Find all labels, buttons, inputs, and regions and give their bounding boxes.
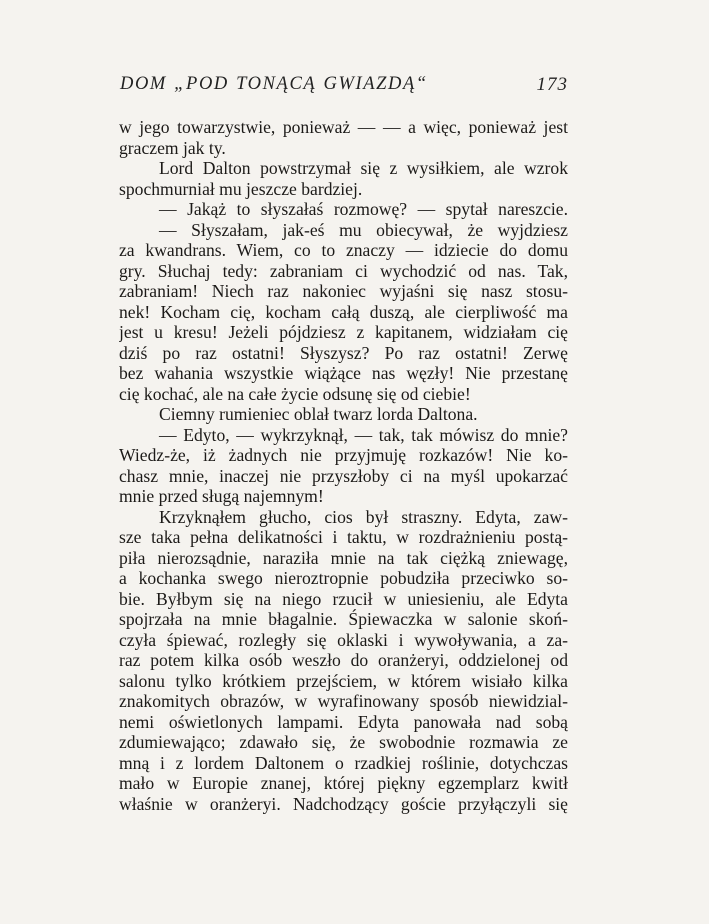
- text-line: — Jakąż to słyszałaś rozmowę? — spytał nareszcie.: [159, 199, 568, 219]
- text-line: mnie przed sługą najemnym!: [119, 486, 324, 506]
- text-line: mało w Europie znanej, której piękny egzemplarz kwitł: [119, 773, 568, 793]
- text-line: zdumiewająco; zdawało się, że swobodnie rozmawia ze: [119, 732, 568, 752]
- text-line: sze taka pełna delikatności i taktu, w rozdrażnieniu postą-: [119, 527, 568, 547]
- text-line: chasz mnie, inaczej nie przyszłoby ci na myśl upokarzać: [119, 465, 568, 486]
- running-head: [120, 74, 568, 100]
- text-line: Ciemny rumieniec oblał twarz lorda Daltona.: [159, 404, 478, 424]
- text-line: dziś po raz ostatni! Słyszysz? Po raz ostatni! Zerwę: [119, 342, 568, 363]
- text-line: w jego towarzystwie, ponieważ — — a więc, ponieważ jest: [119, 117, 568, 137]
- text-line: znakomitych obrazów, w wyrafinowany sposób niewidzial-: [119, 691, 568, 711]
- text-line: bie. Byłbym się na niego rzucił w uniesieniu, ale Edyta: [119, 588, 568, 609]
- text-line: za kwandrans. Wiem, co to znaczy — idziecie do domu: [119, 240, 568, 260]
- text-line: czyła śpiewać, rozległy się oklaski i wywoływania, a za-: [119, 629, 568, 650]
- text-line: Krzyknąłem głucho, cios był straszny. Edyta, zaw-: [159, 506, 568, 527]
- text-line: zabraniam! Niech raz nakoniec wyjaśni się nasz stosu-: [119, 281, 568, 301]
- text-line: gry. Słuchaj tedy: zabraniam ci wychodzić od nas. Tak,: [119, 260, 568, 281]
- text-line: cię kochać, ale na całe życie odsunę się od ciebie!: [119, 383, 471, 404]
- text-line: a kochanka swego nieroztropnie pobudziła przeciwko so-: [119, 568, 568, 588]
- text-line: mną i z lordem Daltonem o rzadkiej roślinie, dotychczas: [119, 752, 568, 773]
- text-line: bez wahania wszystkie wiążące nas węzły! Nie przestanę: [119, 363, 568, 383]
- text-line: Wiedz-że, iż żadnych nie przyjmuję rozkazów! Nie ko-: [119, 445, 568, 465]
- page-number: 173: [536, 74, 568, 95]
- text-line: właśnie w oranżeryi. Nadchodzący goście przyłączyli się: [119, 793, 568, 814]
- body-text: [119, 117, 568, 814]
- text-line: spochmurniał mu jeszcze bardziej.: [119, 178, 363, 199]
- text-line: salonu tylko krótkiem przejściem, w którem wisiało kilka: [119, 670, 568, 691]
- text-line: spojrzała na mnie błagalnie. Śpiewaczka w salonie skoń-: [119, 609, 568, 629]
- text-line: — Edyto, — wykrzyknął, — tak, tak mówisz do mnie?: [159, 424, 568, 445]
- text-line: Lord Dalton powstrzymał się z wysiłkiem, ale wzrok: [159, 158, 568, 178]
- text-line: nek! Kocham cię, kocham całą duszą, ale cierpliwość ma: [119, 301, 568, 322]
- text-line: raz potem kilka osób weszło do oranżeryi, oddzielonej od: [119, 650, 568, 670]
- text-line: graczem jak ty.: [119, 137, 226, 158]
- text-line: — Słyszałam, jak-eś mu obiecywał, że wyjdziesz: [159, 219, 568, 240]
- running-title: DOM „POD TONĄCĄ GWIAZDĄ“: [120, 74, 428, 94]
- text-line: nemi oświetlonych lampami. Edyta panowała nad sobą: [119, 711, 568, 732]
- text-line: jest u kresu! Jeżeli pójdziesz z kapitanem, widziałam cię: [119, 322, 568, 342]
- text-line: piła nierozsądnie, naraziła mnie na tak ciężką zniewagę,: [119, 547, 568, 568]
